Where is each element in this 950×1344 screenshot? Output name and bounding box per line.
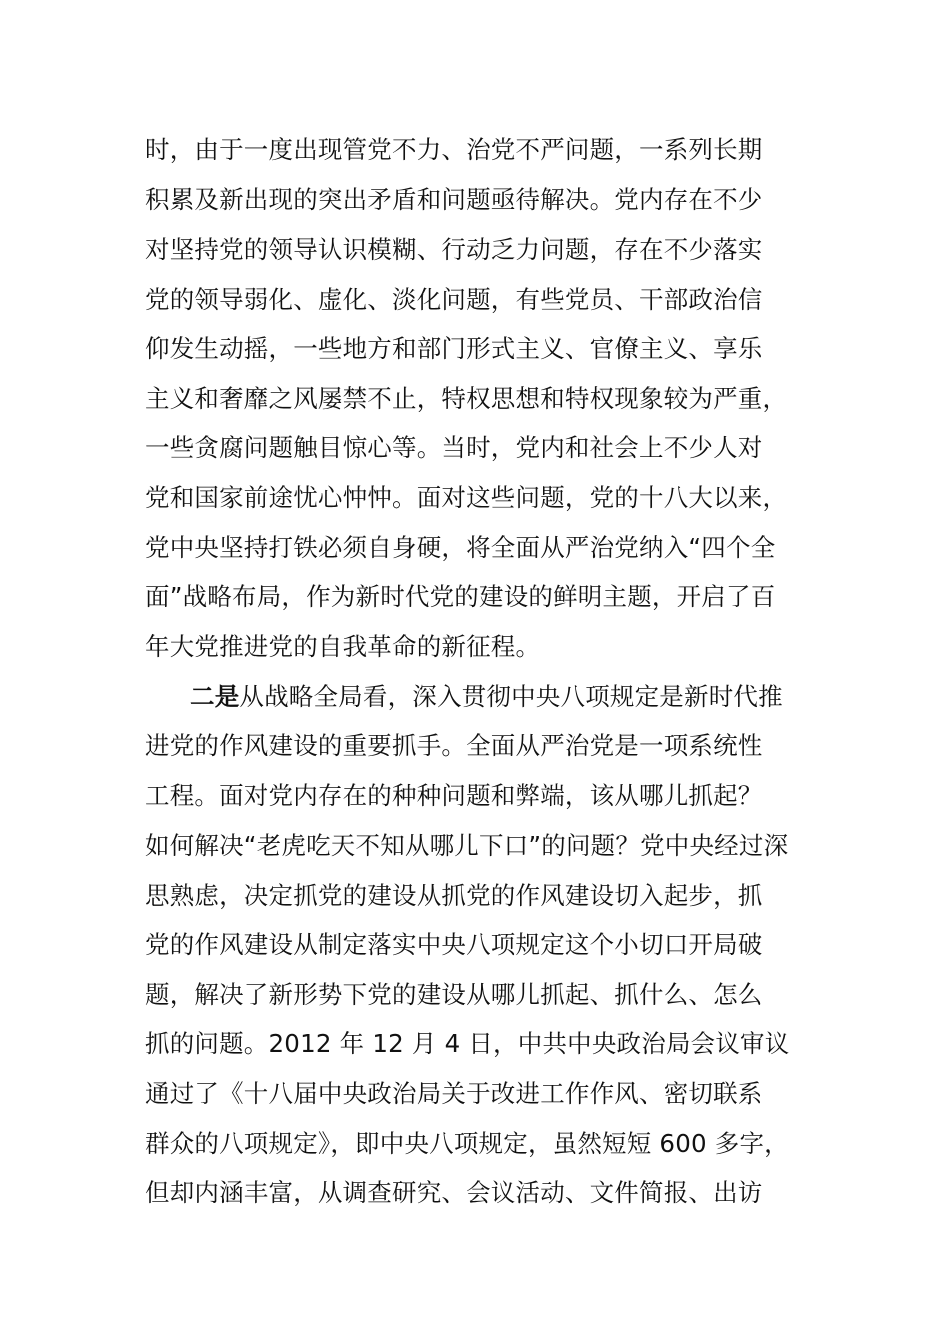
paragraph-line: 党和国家前途忧心忡忡。面对这些问题，党的十八大以来， [145,483,788,512]
paragraph-line: 工程。面对党内存在的种种问题和弊端，该从哪儿抓起？ [145,781,763,810]
paragraph-line: 党中央坚持打铁必须自身硬，将全面从严治党纳入“四个全 [145,533,776,562]
paragraph-line: 思熟虑，决定抓党的建设从抓党的作风建设切入起步，抓 [145,881,763,910]
paragraph-line: 党的作风建设从制定落实中央八项规定这个小切口开局破 [145,930,763,959]
paragraph-line: 主义和奢靡之风屡禁不止，特权思想和特权现象较为严重， [145,384,788,413]
paragraph-lead: 二是 [190,682,240,711]
paragraph-line: 仰发生动摇，一些地方和部门形式主义、官僚主义、享乐 [145,334,763,363]
paragraph-line: 进党的作风建设的重要抓手。全面从严治党是一项系统性 [145,731,763,760]
paragraph-line: 通过了《十八届中央政治局关于改进工作作风、密切联系 [145,1079,763,1108]
paragraph-first-line [190,677,870,717]
paragraph-line: 群众的八项规定》，即中央八项规定，虽然短短 600 多字， [145,1129,789,1158]
paragraph-line-text: 从战略全局看，深入贯彻中央八项规定是新时代推 [239,682,783,711]
paragraph-line: 对坚持党的领导认识模糊、行动乏力问题，存在不少落实 [145,235,763,264]
paragraph-line: 时，由于一度出现管党不力、治党不严问题，一系列长期 [145,135,763,164]
paragraph-line: 一些贪腐问题触目惊心等。当时，党内和社会上不少人对 [145,433,763,462]
paragraph-line: 积累及新出现的突出矛盾和问题亟待解决。党内存在不少 [145,185,763,214]
paragraph-line: 如何解决“老虎吃天不知从哪儿下口”的问题？党中央经过深 [145,831,789,860]
paragraph-line: 年大党推进党的自我革命的新征程。 [145,632,541,661]
paragraph-line: 题，解决了新形势下党的建设从哪儿抓起、抓什么、怎么 [145,980,763,1009]
paragraph-line: 但却内涵丰富，从调查研究、会议活动、文件简报、出访 [145,1178,763,1207]
paragraph-line: 面”战略布局，作为新时代党的建设的鲜明主题，开启了百 [145,582,776,611]
paragraph-line: 抓的问题。2012 年 12 月 4 日，中共中央政治局会议审议 [145,1029,790,1058]
paragraph-line: 党的领导弱化、虚化、淡化问题，有些党员、干部政治信 [145,285,763,314]
